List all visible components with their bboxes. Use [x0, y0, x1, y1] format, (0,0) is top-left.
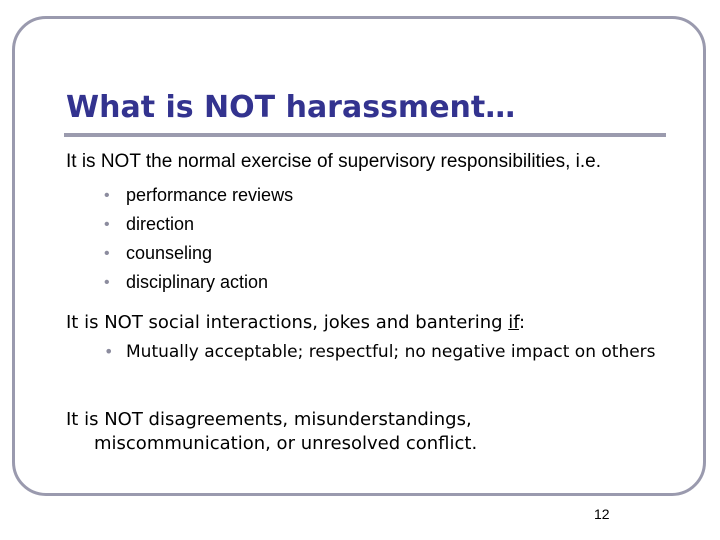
bullet-icon: •	[104, 274, 110, 291]
list-item	[104, 239, 293, 268]
list-item	[104, 181, 293, 210]
section-1-lead: It is NOT the normal exercise of supervisory responsibilities, i.e.	[66, 151, 602, 172]
section-2-bullet-list	[104, 340, 664, 364]
section-3-text	[66, 408, 626, 456]
page-number: 12	[594, 506, 610, 522]
bullet-icon: •	[104, 187, 110, 204]
section-1-bullet-list	[104, 181, 293, 297]
list-item	[104, 268, 293, 297]
bullet-text: performance reviews	[126, 185, 294, 205]
bullet-icon: •	[104, 245, 110, 262]
section-2-lead-suffix: :	[518, 312, 526, 333]
list-item	[104, 340, 664, 364]
slide-title: What is NOT harassment…	[66, 90, 516, 125]
bullet-icon: •	[104, 342, 114, 361]
section-3-line-2: miscommunication, or unresolved conflict.	[94, 433, 478, 454]
section-2-lead-prefix: It is NOT social interactions, jokes and bantering	[66, 312, 509, 333]
bullet-text: disciplinary action	[126, 272, 269, 292]
bullet-text: Mutually acceptable; respectful; no negative impact on others	[126, 342, 656, 362]
section-3-line-1: It is NOT disagreements, misunderstandings,	[66, 409, 472, 430]
section-2-lead-emphasis: if	[508, 312, 519, 333]
list-item	[104, 210, 293, 239]
bullet-text: counseling	[126, 243, 213, 263]
title-divider	[64, 133, 666, 137]
section-2-lead	[66, 311, 525, 335]
bullet-text: direction	[126, 214, 195, 234]
bullet-icon: •	[104, 216, 110, 233]
